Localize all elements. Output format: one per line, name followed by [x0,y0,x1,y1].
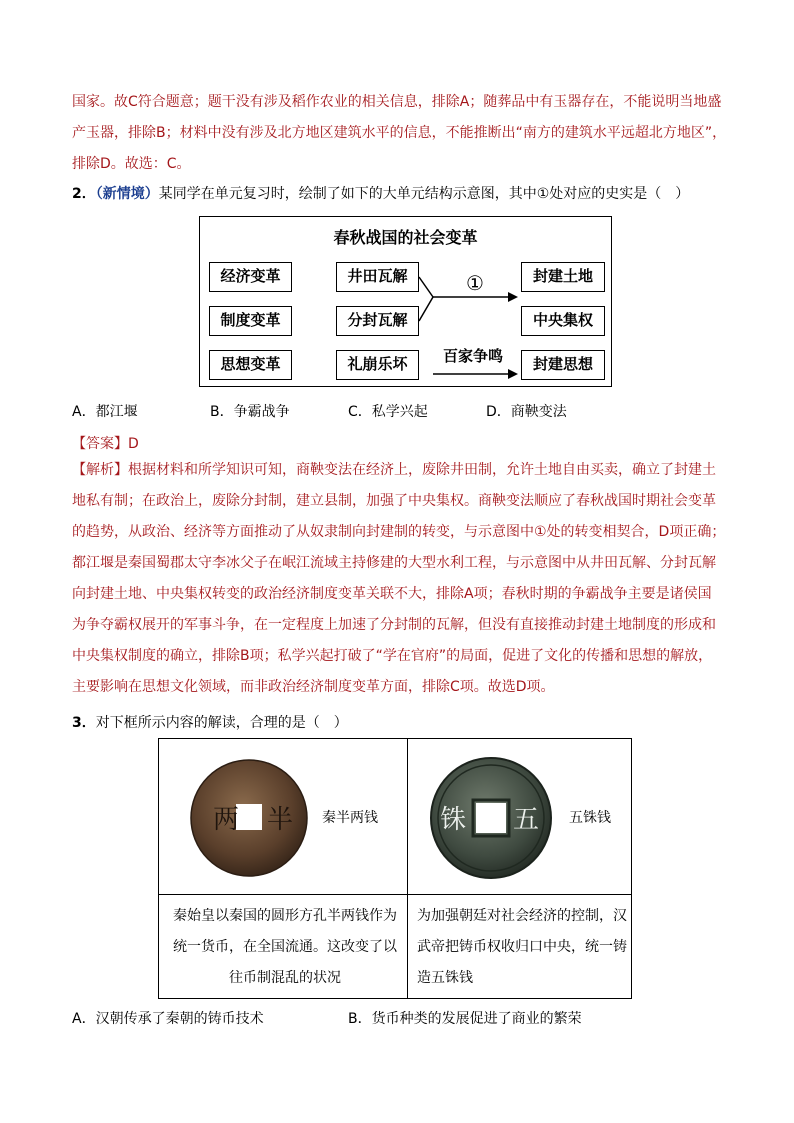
question-text: 对下框所示内容的解读，合理的是（ ） [95,715,348,731]
structure-diagram [199,216,612,387]
previous-analysis-line: 排除D。故选：C。 [72,156,191,172]
diagram-box-feudal-thought: 封建思想 [521,350,605,380]
qin-banliang-coin-image [189,758,309,878]
analysis-line: 都江堰是秦国蜀郡太守李冰父子在岷江流域主持修建的大型水利工程，与示意图中从井田瓦解、分封瓦解 [72,555,716,571]
diagram-title: 春秋战国的社会变革 [333,228,478,247]
coin-glyph: 五 [513,805,540,835]
cell-line: 秦始皇以秦国的圆形方孔半两钱作为 [173,908,397,924]
analysis-line: 中央集权制度的确立，排除B项；私学兴起打破了“学在官府”的局面，促进了文化的传播和思想的解放， [72,648,713,664]
diagram-box-system: 制度变革 [209,306,292,336]
coin-glyph: 两 [213,805,240,835]
diagram-box-rites: 礼崩乐坏 [336,350,419,380]
cell-line: 造五铢钱 [417,970,473,986]
coin-table [158,738,632,999]
analysis-line: 的趋势，从政治、经济等方面推动了从奴隶制向封建制的转变，与示意图中①处的转变相契合，D项正确； [72,524,726,540]
coin-glyph: 铢 [440,805,467,835]
arrow-label-hundred-schools: 百家争鸣 [442,347,503,365]
question-text: 某同学在单元复习时，绘制了如下的大单元结构示意图，其中①处对应的史实是（ ） [158,186,690,202]
diagram-box-thought: 思想变革 [209,350,292,380]
analysis-line: 向封建土地、中央集权转变的政治经济制度变革关联不大，排除A项；春秋时期的争霸战争主要是诸侯国 [72,586,712,602]
option-a: A．都江堰 [72,404,138,420]
question-2-stem [72,183,689,203]
cell-line: 为加强朝廷对社会经济的控制，汉 [417,908,627,924]
analysis-line: 地私有制；在政治上，废除分封制，建立县制，加强了中央集权。商鞅变法顺应了春秋战国时期社会变革 [72,493,716,509]
diagram-box-economy: 经济变革 [209,262,292,292]
cell-line: 统一货币，在全国流通。这改变了以 [173,939,397,955]
wuzhu-coin-image [429,756,553,880]
previous-analysis-line: 国家。故C符合题意；题干没有涉及稻作农业的相关信息，排除A；随葬品中有玉器存在，不能说明当地盛 [72,94,722,110]
option-c: C．私学兴起 [348,404,428,420]
answer-label: 【答案】D [72,436,139,452]
left-cell-text [171,901,399,994]
option-b: B．货币种类的发展促进了商业的繁荣 [348,1011,582,1027]
diagram-box-enfeoffment: 分封瓦解 [336,306,419,336]
right-coin-label: 五铢钱 [569,810,611,826]
right-cell-text [417,901,629,994]
cell-line: 往币制混乱的状况 [229,970,341,986]
diagram-box-centralization: 中央集权 [521,306,605,336]
cell-line: 武帝把铸币权收归口中央，统一铸 [417,939,627,955]
question-number: 3． [72,715,96,731]
analysis-line: 主要影响在思想文化领域，而非政治经济制度变革方面，排除C项。故选D项。 [72,679,555,695]
question-number: 2． [72,186,96,202]
left-coin-label: 秦半两钱 [322,810,378,826]
analysis-line: 【解析】根据材料和所学知识可知，商鞅变法在经济上，废除井田制，允许土地自由买卖，确立了封建土 [72,462,716,478]
diagram-box-well-field: 井田瓦解 [336,262,419,292]
diagram-box-feudal-land: 封建土地 [521,262,605,292]
question-tag: （新情境） [95,186,159,202]
coin-glyph: 半 [267,805,294,835]
option-b: B．争霸战争 [210,404,290,420]
previous-analysis-line: 产玉器，排除B；材料中没有涉及北方地区建筑水平的信息，不能推断出“南方的建筑水平远超北方地区”， [72,125,727,141]
question-3-stem [72,712,348,732]
question-2-analysis [72,455,732,703]
option-d: D．商鞅变法 [486,404,567,420]
arrow-label-circled-one: ① [466,271,484,295]
option-a: A．汉朝传承了秦朝的铸币技术 [72,1011,264,1027]
previous-analysis [72,87,732,180]
analysis-line: 为争夺霸权展开的军事斗争，在一定程度上加速了分封制的瓦解，但没有直接推动封建土地制度的形成和 [72,617,716,633]
